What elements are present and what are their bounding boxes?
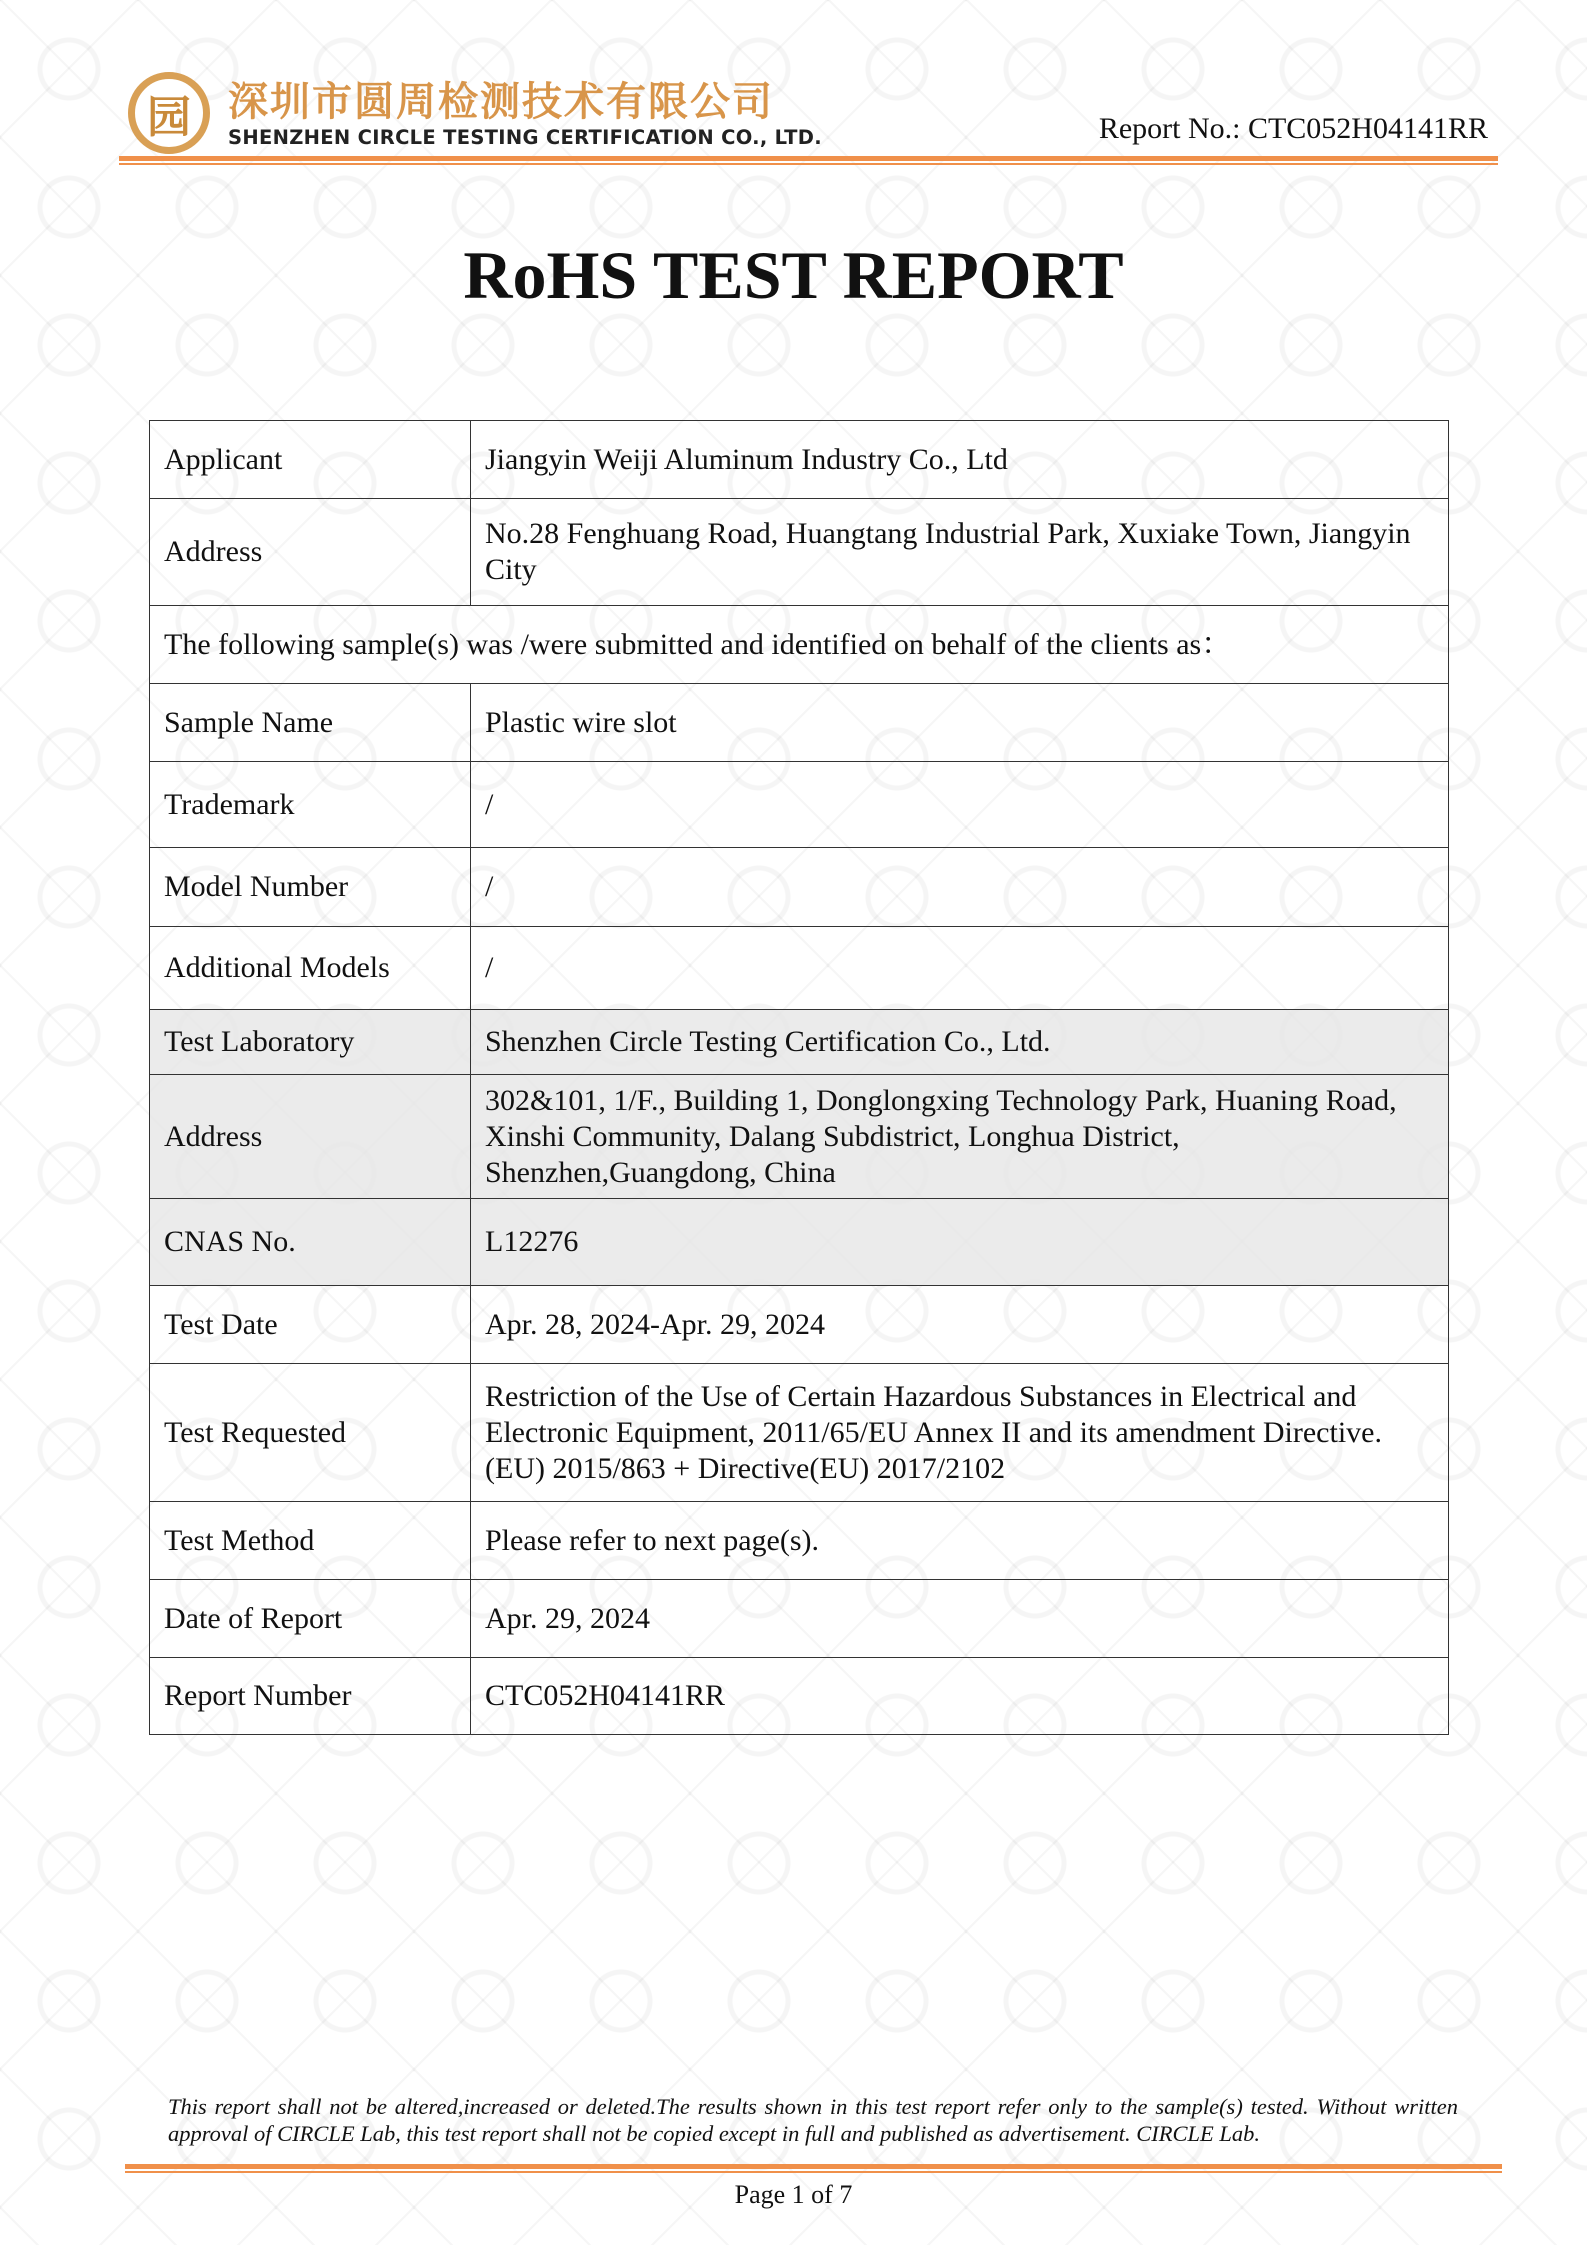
table-row — [150, 1199, 1449, 1286]
table-row — [150, 421, 1449, 499]
row-label: Date of Report — [150, 1580, 471, 1658]
header-divider — [119, 156, 1498, 161]
row-value: Plastic wire slot — [471, 684, 1449, 762]
footer-disclaimer: This report shall not be altered,increased or deleted.The results shown in this test report refer only to the sample(s) tested. Without written approval of CIRCLE Lab, this test report shall not be copied except in full and published as advertisement. CIRCLE Lab. — [168, 2094, 1458, 2146]
page-title: RoHS TEST REPORT — [463, 237, 1124, 313]
row-value: Jiangyin Weiji Aluminum Industry Co., Ltd — [471, 421, 1449, 499]
table-row — [150, 762, 1449, 848]
logo-emblem-icon: 园 — [128, 72, 210, 154]
company-name-en: SHENZHEN CIRCLE TESTING CERTIFICATION CO., LTD. — [228, 126, 822, 149]
row-label: Test Requested — [150, 1364, 471, 1502]
row-value: Restriction of the Use of Certain Hazardous Substances in Electrical and Electronic Equipment, 2011/65/EU Annex II and its amendment Directive. (EU) 2015/863 + Directive(EU) 2017/2102 — [471, 1364, 1449, 1502]
row-value: CTC052H04141RR — [471, 1658, 1449, 1735]
report-number-header: Report No.: CTC052H04141RR — [1098, 112, 1488, 145]
row-value: Shenzhen Circle Testing Certification Co., Ltd. — [471, 1010, 1449, 1075]
row-label: Test Date — [150, 1286, 471, 1364]
header-divider-thin — [119, 163, 1498, 165]
table-row — [150, 1286, 1449, 1364]
row-label: Address — [150, 1075, 471, 1199]
table-row — [150, 848, 1449, 927]
table-row — [150, 1010, 1449, 1075]
row-label: Address — [150, 499, 471, 606]
footer-divider — [125, 2164, 1502, 2169]
row-value: / — [471, 848, 1449, 927]
row-value: Apr. 29, 2024 — [471, 1580, 1449, 1658]
row-label: Test Laboratory — [150, 1010, 471, 1075]
row-label: Applicant — [150, 421, 471, 499]
table-row — [150, 1502, 1449, 1580]
row-label: CNAS No. — [150, 1199, 471, 1286]
table-row — [150, 1658, 1449, 1735]
row-label: Test Method — [150, 1502, 471, 1580]
row-value: Please refer to next page(s). — [471, 1502, 1449, 1580]
submitted-note: The following sample(s) was /were submitted and identified on behalf of the clients as： — [150, 606, 1449, 684]
row-label: Report Number — [150, 1658, 471, 1735]
table-row — [150, 1075, 1449, 1199]
row-label: Sample Name — [150, 684, 471, 762]
row-value: L12276 — [471, 1199, 1449, 1286]
company-logo — [128, 70, 822, 155]
row-value: / — [471, 762, 1449, 848]
footer-divider-thin — [125, 2171, 1502, 2173]
report-info-table — [149, 420, 1449, 1735]
row-value: No.28 Fenghuang Road, Huangtang Industrial Park, Xuxiake Town, Jiangyin City — [471, 499, 1449, 606]
table-row — [150, 499, 1449, 606]
table-row — [150, 1364, 1449, 1502]
page-number: Page 1 of 7 — [734, 2180, 853, 2209]
row-value: Apr. 28, 2024-Apr. 29, 2024 — [471, 1286, 1449, 1364]
table-row — [150, 684, 1449, 762]
company-name-cn: 深圳市圆周检测技术有限公司 — [228, 79, 774, 125]
row-value: 302&101, 1/F., Building 1, Donglongxing Technology Park, Huaning Road, Xinshi Community, Dalang Subdistrict, Longhua District, Shenzhen,Guangdong, China — [471, 1075, 1449, 1199]
table-row — [150, 1580, 1449, 1658]
row-label: Model Number — [150, 848, 471, 927]
row-value: / — [471, 927, 1449, 1010]
row-label: Additional Models — [150, 927, 471, 1010]
table-row — [150, 606, 1449, 684]
row-label: Trademark — [150, 762, 471, 848]
table-row — [150, 927, 1449, 1010]
